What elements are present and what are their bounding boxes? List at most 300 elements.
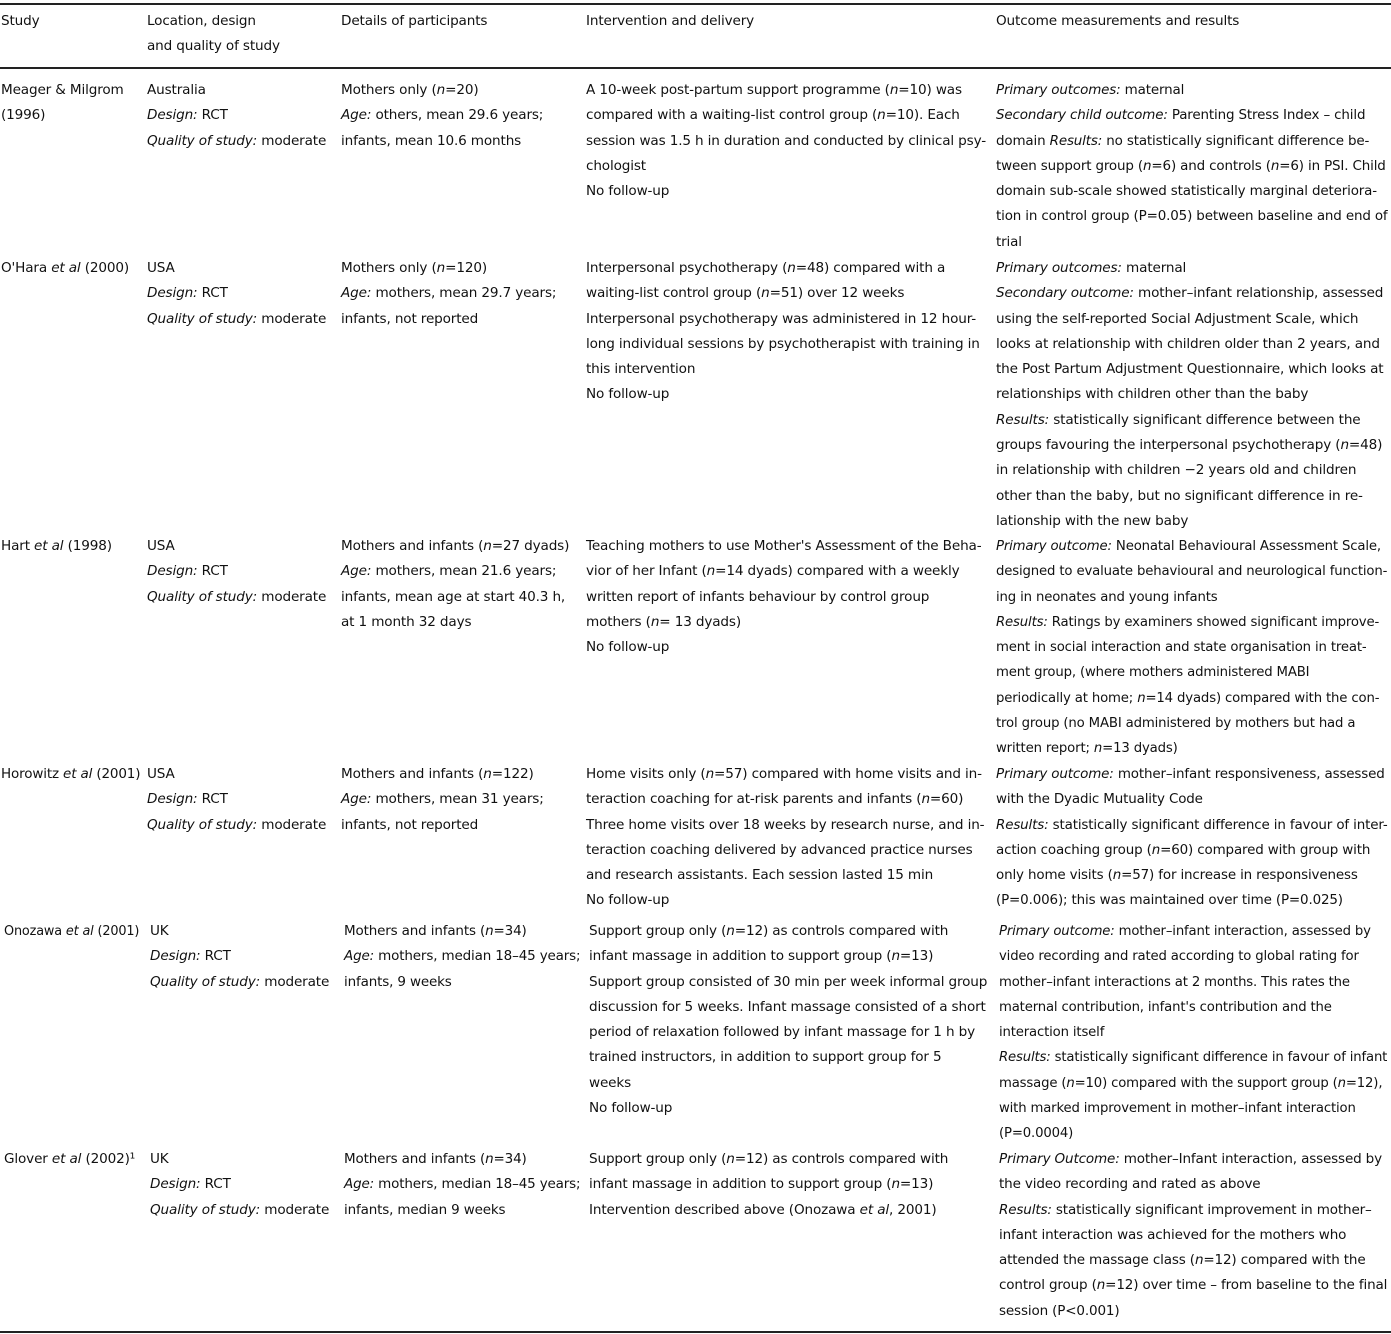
location-line <box>150 970 329 995</box>
field-value: RCT <box>197 791 228 808</box>
cell-participants <box>344 1147 580 1223</box>
outcomes-line <box>999 1299 1387 1324</box>
intervention-line <box>586 129 986 154</box>
outcomes-line <box>996 509 1383 534</box>
line-text: =12) over time – from baseline to the final <box>1105 1277 1388 1294</box>
cell-outcomes <box>999 1147 1387 1324</box>
line-text: =12), <box>1345 1075 1383 1091</box>
line-text: teraction coaching for at-risk parents and infants ( <box>586 791 922 808</box>
field-label: Quality of study: <box>147 816 258 833</box>
line-text: Mothers and infants ( <box>341 766 484 782</box>
line-text: written report of infants behaviour by control group <box>586 588 930 605</box>
line-label: Primary outcomes: <box>996 260 1122 276</box>
field-value: moderate <box>257 588 327 605</box>
outcomes-line <box>996 204 1388 229</box>
line-text: et al <box>34 538 64 554</box>
field-label: Design: <box>150 1176 201 1193</box>
participants-line <box>341 762 544 787</box>
location-line <box>150 1172 329 1197</box>
field-value: UK <box>150 1151 169 1167</box>
field-value: USA <box>147 538 175 554</box>
line-text: =6) in PSI. Child <box>1279 158 1386 174</box>
header-line: Intervention and delivery <box>586 13 755 29</box>
line-text: maternal <box>1120 83 1185 98</box>
line-label: Secondary child outcome: <box>996 108 1168 124</box>
line-text: O'Hara <box>1 260 52 276</box>
cell-intervention <box>589 919 987 1121</box>
line-text: =48) <box>1348 437 1383 454</box>
participants-line <box>341 813 544 838</box>
header-intervention <box>586 9 754 34</box>
intervention-line <box>586 635 981 660</box>
line-text: video recording and rated according to global rating for <box>999 949 1359 965</box>
header-study <box>1 9 40 34</box>
cell-intervention <box>586 78 986 204</box>
line-text: maternal <box>1121 260 1187 276</box>
outcomes-line <box>996 408 1383 433</box>
participants-line <box>344 970 580 995</box>
line-text: infants, median 9 weeks <box>344 1201 506 1218</box>
line-text: Support group only ( <box>589 1151 727 1167</box>
study-line <box>1 256 129 281</box>
field-value: USA <box>147 766 175 782</box>
line-text: periodically at home; <box>996 690 1138 706</box>
line-text: tween support group ( <box>996 158 1144 174</box>
participants-line <box>341 256 556 281</box>
outcomes-line <box>996 585 1387 610</box>
header-location <box>147 9 280 59</box>
line-text: lationship with the new baby <box>996 512 1189 529</box>
location-line <box>147 129 326 154</box>
location-line <box>147 281 326 306</box>
field-label: Design: <box>147 791 198 808</box>
participants-line <box>344 1172 580 1197</box>
intervention-line <box>586 585 981 610</box>
line-label: Age: <box>341 563 372 580</box>
line-text: n <box>1340 437 1349 454</box>
line-text: n <box>761 285 770 302</box>
outcomes-line <box>996 256 1383 281</box>
line-text: in relationship with children −2 years old and children <box>996 462 1357 479</box>
cell-participants <box>341 534 569 635</box>
field-label: Design: <box>147 285 198 302</box>
field-label: Quality of study: <box>147 132 258 149</box>
outcomes-line <box>999 1198 1387 1223</box>
location-line <box>147 585 326 610</box>
field-value: RCT <box>200 1176 231 1193</box>
intervention-line <box>589 1147 948 1172</box>
line-text: n <box>1096 1277 1106 1294</box>
field-label: Design: <box>147 563 198 580</box>
line-text: Interpersonal psychotherapy ( <box>586 260 788 276</box>
intervention-line <box>586 281 980 306</box>
outcomes-line <box>996 813 1388 838</box>
line-text: et al <box>51 260 81 276</box>
line-text: =57) compared with home visits and in- <box>714 766 982 782</box>
participants-line <box>341 129 543 154</box>
cell-study <box>1 762 140 787</box>
study-line <box>4 919 139 944</box>
line-text: n <box>1066 1075 1075 1091</box>
line-text: infants, not reported <box>341 310 479 327</box>
line-text: domain <box>996 133 1050 149</box>
intervention-line <box>586 256 980 281</box>
line-text: n <box>1143 158 1152 174</box>
line-text: ment group, (where mothers administered MABI <box>996 665 1310 681</box>
line-text: and research assistants. Each session lasted 15 min <box>586 867 934 884</box>
line-text: (2000) <box>80 260 130 276</box>
study-line <box>1 78 124 103</box>
header-line: Study <box>1 13 40 29</box>
intervention-line <box>586 382 980 407</box>
line-text: infants, not reported <box>341 816 479 833</box>
line-text: Meager & Milgrom <box>1 82 124 98</box>
line-text: mothers ( <box>586 613 651 630</box>
line-text: n <box>483 766 492 782</box>
line-text: =27 dyads) <box>491 538 570 554</box>
line-text: Results: <box>1049 133 1103 149</box>
intervention-line <box>586 357 980 382</box>
line-text: n <box>1151 842 1161 858</box>
participants-line <box>344 1147 580 1172</box>
line-text: designed to evaluate behavioural and neurological function- <box>996 564 1388 580</box>
location-line <box>150 944 329 969</box>
line-text: other than the baby, but no significant difference in re- <box>996 487 1363 504</box>
line-text: n <box>1137 690 1146 706</box>
outcomes-line <box>996 382 1383 407</box>
outcomes-line <box>996 129 1388 154</box>
field-value: Australia <box>147 82 206 98</box>
line-text: =13) <box>899 948 934 965</box>
outcomes-line <box>996 230 1388 255</box>
participants-line <box>341 610 569 635</box>
outcomes-line <box>996 686 1387 711</box>
line-text: period of relaxation followed by infant massage for 1 h by <box>589 1024 975 1041</box>
header-outcomes <box>996 9 1239 34</box>
outcomes-line <box>996 660 1387 685</box>
line-text: maternal contribution, infant's contribution and the <box>999 999 1332 1015</box>
outcomes-line <box>996 559 1387 584</box>
field-label: Design: <box>150 948 201 965</box>
field-value: moderate <box>257 132 327 149</box>
line-text: =34) <box>493 1151 527 1167</box>
outcomes-line <box>996 357 1383 382</box>
intervention-line <box>589 1020 987 1045</box>
line-text: statistically significant difference between the <box>1049 411 1361 428</box>
study-line <box>1 762 140 787</box>
outcomes-line <box>999 1071 1387 1096</box>
field-value: UK <box>150 923 169 939</box>
cell-location <box>147 78 326 154</box>
cell-outcomes <box>996 534 1387 762</box>
line-text: vior of her Infant ( <box>586 563 707 580</box>
intervention-line <box>586 534 981 559</box>
line-text: n <box>891 1176 900 1193</box>
participants-line <box>344 1198 580 1223</box>
line-text: Mothers only ( <box>341 260 437 276</box>
line-text: =13 dyads) <box>1102 741 1178 757</box>
line-label: Primary outcomes: <box>996 83 1121 98</box>
outcomes-line <box>996 711 1387 736</box>
cell-study <box>4 1147 135 1172</box>
cell-study <box>1 78 124 129</box>
outcomes-line <box>996 484 1383 509</box>
line-text: mothers, mean 29.7 years; <box>371 285 557 302</box>
field-label: Quality of study: <box>147 310 258 327</box>
line-text: =12) compared with the <box>1203 1252 1366 1269</box>
line-text: et al <box>65 924 94 939</box>
line-text: session was 1.5 h in duration and conducted by clinical psy- <box>586 132 987 149</box>
line-text: n <box>436 82 446 98</box>
line-text: trol group (no MABI administered by mothers but had a <box>996 716 1356 732</box>
intervention-line <box>586 559 981 584</box>
location-line <box>147 256 326 281</box>
field-value: moderate <box>260 973 330 990</box>
cell-outcomes <box>996 78 1388 255</box>
line-text: weeks <box>589 1074 632 1091</box>
intervention-line <box>586 179 986 204</box>
field-value: moderate <box>257 310 327 327</box>
outcomes-line <box>999 995 1387 1020</box>
line-label: Primary outcome: <box>999 924 1115 939</box>
line-text: No follow-up <box>586 892 670 909</box>
line-text: =60) <box>929 791 964 808</box>
field-value: RCT <box>197 107 228 124</box>
cell-location <box>150 1147 329 1223</box>
line-text: et al <box>63 766 93 782</box>
line-label: Primary outcome: <box>996 539 1112 554</box>
cell-outcomes <box>996 256 1383 534</box>
line-label: Results: <box>996 614 1048 630</box>
outcomes-line <box>996 736 1387 761</box>
line-text: =10) compared with the support group ( <box>1074 1075 1338 1091</box>
line-label: Age: <box>344 948 375 965</box>
outcomes-line <box>996 534 1387 559</box>
intervention-line <box>589 1096 987 1121</box>
field-value: RCT <box>197 285 228 302</box>
cell-outcomes <box>999 919 1387 1147</box>
line-text: (2001) <box>93 924 140 939</box>
field-value: RCT <box>200 948 231 965</box>
outcomes-line <box>999 919 1387 944</box>
line-text: domain sub-scale showed statistically marginal deteriora- <box>996 184 1377 200</box>
line-text: Support group consisted of 30 min per week informal group <box>589 973 988 990</box>
outcomes-line <box>996 838 1388 863</box>
line-text: mothers, median 18–45 years; <box>374 948 581 965</box>
intervention-line <box>586 888 984 913</box>
line-text: long individual sessions by psychotherapist with training in <box>586 335 980 352</box>
line-text: n <box>787 260 796 276</box>
line-label: Age: <box>341 285 372 302</box>
line-text: statistically significant difference in favour of inter- <box>1048 817 1388 833</box>
location-line <box>147 103 326 128</box>
line-text: =122) <box>491 766 534 782</box>
outcomes-line <box>999 944 1387 969</box>
line-text: this intervention <box>586 361 696 378</box>
cell-participants <box>341 78 543 154</box>
line-text: n <box>483 538 492 554</box>
line-label: Age: <box>344 1176 375 1193</box>
field-label: Design: <box>147 107 198 124</box>
outcomes-line <box>999 1248 1387 1273</box>
line-text: =14 dyads) compared with the con- <box>1145 690 1380 706</box>
line-text: n <box>1194 1252 1204 1269</box>
line-text: waiting-list control group ( <box>586 285 762 302</box>
field-label: Quality of study: <box>147 588 258 605</box>
outcomes-line <box>999 1096 1387 1121</box>
study-line <box>1 103 124 128</box>
line-text: mother–Infant interaction, assessed by <box>1119 1151 1382 1167</box>
line-text: Intervention described above (Onozawa <box>589 1201 860 1218</box>
line-text: n <box>485 1151 494 1167</box>
line-text: session (P<0.001) <box>999 1302 1120 1319</box>
line-text: n <box>1093 741 1103 757</box>
outcomes-line <box>996 103 1388 128</box>
line-text: n <box>485 923 494 939</box>
line-text: n <box>706 563 716 580</box>
outcomes-line <box>996 78 1388 103</box>
header-line: and quality of study <box>147 38 280 54</box>
outcomes-line <box>996 281 1383 306</box>
outcomes-line <box>999 1020 1387 1045</box>
participants-line <box>341 307 556 332</box>
outcomes-line <box>996 787 1388 812</box>
line-text: Onozawa <box>4 924 66 939</box>
line-text: mothers, mean 31 years; <box>371 791 544 808</box>
line-text: tion in control group (P=0.05) between baseline and end of <box>996 209 1388 225</box>
line-text: at 1 month 32 days <box>341 613 472 630</box>
line-label: Results: <box>996 817 1049 833</box>
field-label: Quality of study: <box>150 973 261 990</box>
line-text: interaction itself <box>999 1025 1105 1041</box>
line-text: =6) and controls ( <box>1151 158 1271 174</box>
outcomes-line <box>996 458 1383 483</box>
outcomes-line <box>996 610 1387 635</box>
line-text: =12) as controls compared with <box>734 1151 949 1167</box>
line-text: =14 dyads) compared with a weekly <box>715 563 960 580</box>
cell-outcomes <box>996 762 1388 914</box>
line-text: =10). Each <box>885 107 960 124</box>
line-text: infant interaction was achieved for the mothers who <box>999 1226 1347 1243</box>
line-text: n <box>921 791 930 808</box>
table-bottom-rule <box>0 1331 1391 1333</box>
header-participants <box>341 9 487 34</box>
outcomes-line <box>996 332 1383 357</box>
cell-location <box>150 919 329 995</box>
outcomes-line <box>996 635 1387 660</box>
location-line <box>150 1147 329 1172</box>
intervention-line <box>586 762 984 787</box>
outcomes-line <box>999 1223 1387 1248</box>
field-value: moderate <box>260 1201 330 1218</box>
outcomes-line <box>999 1273 1387 1298</box>
cell-location <box>147 762 326 838</box>
intervention-line <box>589 970 987 995</box>
line-text: Horowitz <box>1 766 64 782</box>
line-text: Parenting Stress Index – child <box>1167 108 1366 124</box>
line-text: Hart <box>1 538 35 554</box>
location-line <box>147 787 326 812</box>
line-text: mother–infant relationship, assessed <box>1133 285 1384 302</box>
line-text: n <box>1337 1075 1346 1091</box>
line-text: mother–infant interaction, assessed by <box>1114 924 1371 939</box>
participants-line <box>341 534 569 559</box>
line-text: n <box>889 82 899 98</box>
cell-location <box>147 534 326 610</box>
cell-study <box>1 534 112 559</box>
header-line: Details of participants <box>341 13 488 29</box>
line-label: Results: <box>999 1050 1051 1066</box>
line-label: Age: <box>341 791 372 808</box>
cell-participants <box>344 919 580 995</box>
line-text: infants, mean age at start 40.3 h, <box>341 588 566 605</box>
line-text: Neonatal Behavioural Assessment Scale, <box>1111 539 1381 554</box>
line-text: =34) <box>493 923 527 939</box>
field-value: USA <box>147 260 175 276</box>
participants-line <box>341 103 543 128</box>
line-text: only home visits ( <box>996 868 1113 884</box>
line-text: et al <box>859 1201 889 1218</box>
line-text: A 10-week post-partum support programme ( <box>586 82 890 98</box>
cell-intervention <box>586 534 981 660</box>
intervention-line <box>589 944 987 969</box>
line-text: et al <box>51 1151 82 1167</box>
line-text: (2001) <box>92 766 141 782</box>
participants-line <box>341 585 569 610</box>
cell-intervention <box>589 1147 948 1223</box>
line-text: infant massage in addition to support group ( <box>589 948 892 965</box>
table-top-rule <box>0 3 1391 5</box>
line-text: n <box>1112 868 1122 884</box>
line-text: infant massage in addition to support group ( <box>589 1176 892 1193</box>
cell-participants <box>341 762 544 838</box>
line-text: looks at relationship with children older than 2 years, and <box>996 335 1380 352</box>
header-line: Outcome measurements and results <box>996 13 1240 29</box>
line-text: Mothers and infants ( <box>344 1151 486 1167</box>
outcomes-line <box>996 888 1388 913</box>
line-text: =120) <box>445 260 487 276</box>
location-line <box>147 762 326 787</box>
participants-line <box>344 919 580 944</box>
intervention-line <box>589 995 987 1020</box>
line-label: Age: <box>341 107 372 124</box>
outcomes-line <box>999 1172 1387 1197</box>
line-text: Teaching mothers to use Mother's Assessment of the Beha- <box>586 538 982 554</box>
participants-line <box>341 78 543 103</box>
field-label: Quality of study: <box>150 1201 261 1218</box>
intervention-line <box>586 332 980 357</box>
line-text: ing in neonates and young infants <box>996 589 1218 605</box>
line-text: using the self-reported Social Adjustment Scale, which <box>996 310 1359 327</box>
line-text: action coaching group ( <box>996 842 1152 858</box>
line-text: no statistically significant difference be- <box>1102 133 1370 149</box>
outcomes-line <box>996 433 1383 458</box>
line-text: control group ( <box>999 1277 1097 1294</box>
line-text: =20) <box>445 82 479 98</box>
line-text: infants, mean 10.6 months <box>341 132 522 149</box>
outcomes-line <box>996 179 1388 204</box>
line-text: mothers, mean 21.6 years; <box>371 563 557 580</box>
intervention-line <box>589 1071 987 1096</box>
line-text: attended the massage class ( <box>999 1252 1195 1269</box>
line-text: No follow-up <box>586 386 670 403</box>
cell-participants <box>341 256 556 332</box>
line-text: the video recording and rated as above <box>999 1176 1261 1193</box>
line-text: Mothers and infants ( <box>344 923 486 939</box>
line-text: compared with a waiting-list control group ( <box>586 107 878 124</box>
participants-line <box>344 944 580 969</box>
line-text: =12) as controls compared with <box>734 923 949 939</box>
